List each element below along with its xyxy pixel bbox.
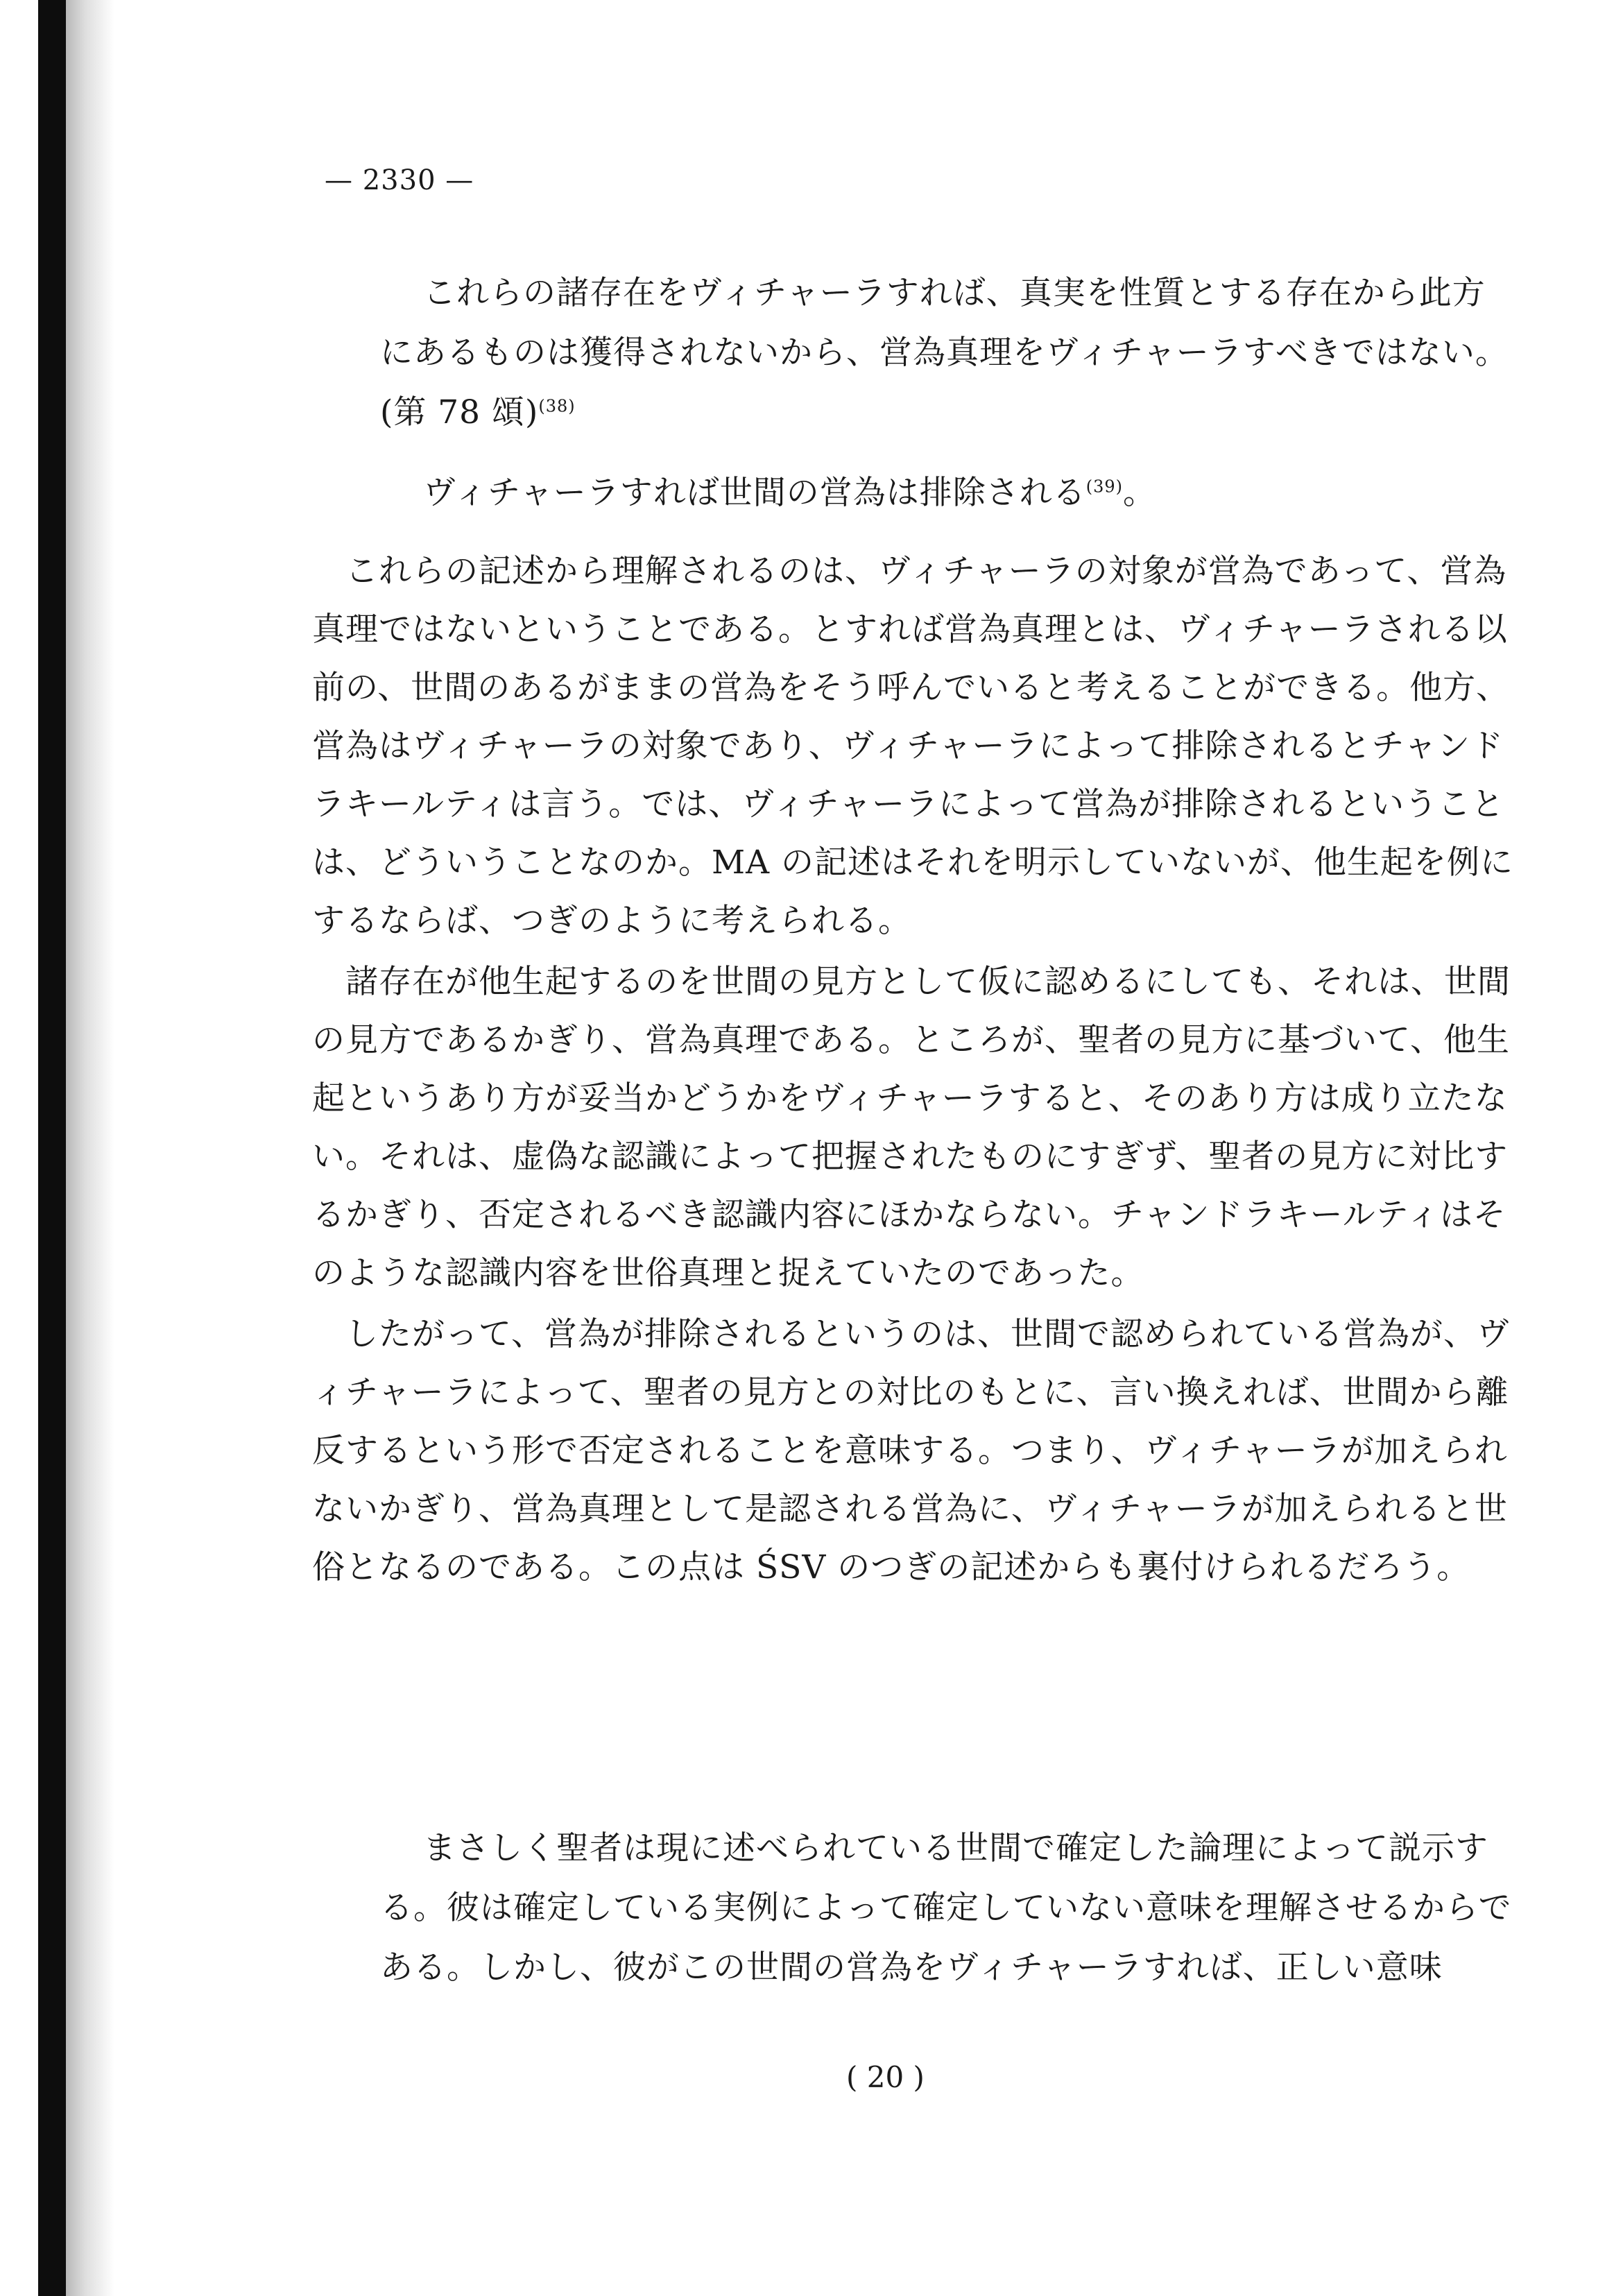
quote-exclusion-tail: 。 [1123,474,1157,512]
scan-binding-shadow [66,0,114,2296]
body-paragraph-1: これらの記述から理解されるのは、ヴィチャーラの対象が営為であって、営為真理ではないということである。とすれば営為真理とは、ヴィチャーラされる以前の、世間のあるがままの営為をそう呼んでいると考えることができる。他方、営為はヴィチャーラの対象であり、ヴィチャーラによって排除されるとチャンドラキールティは言う。では、ヴィチャーラによって営為が排除されるということは、どういうことなのか。MA の記述はそれを明示していないが、他生起を例にするならば、つぎのように考えられる。 [312,552,1514,940]
block-quote-verse-78 [380,264,1518,443]
scan-binding-edge [38,0,66,2296]
page-footer-number: ( 20 ) [846,2060,925,2094]
quote-verse-78 [380,264,1518,443]
block-quote-exclusion [380,463,1518,523]
body-paragraph-3: したがって、営為が排除されるというのは、世間で認められている営為が、ヴィチャーラによって、聖者の見方との対比のもとに、言い換えれば、世間から離反するという形で否定されることを意味する。つまり、ヴィチャーラが加えられないかぎり、営為真理として是認される営為に、ヴィチャーラが加えられると世俗となるのである。この点は ŚSV のつぎの記述からも裏付けられるだろう。 [312,1315,1511,1586]
quote-exclusion-text: ヴィチャーラすれば世間の営為は排除される [423,474,1086,512]
body-paragraph-2: 諸存在が他生起するのを世間の見方として仮に認めるにしても、それは、世間の見方であるかぎり、営為真理である。ところが、聖者の見方に基づいて、他生起というあり方が妥当かどうかをヴィチャーラすると、そのあり方は成り立たない。それは、虚偽な認識によって把握されたものにすぎず、聖者の見方に対比するかぎり、否定されるべき認識内容にほかならない。チャンドラキールティはそのような認識内容を世俗真理と捉えていたのであった。 [312,963,1511,1292]
page-header-number: — 2330 — [325,164,474,196]
quote-verse-78-text: これらの諸存在をヴィチャーラすれば、真実を性質とする存在から此方にあるものは獲得されないから、営為真理をヴィチャーラすべきではない。(第 78 頌) [380,274,1509,431]
body-text [312,542,1519,1597]
footnote-ref-39: (39) [1085,477,1124,497]
footnote-ref-38: (38) [538,396,576,416]
quote-exclusion [380,463,1518,523]
quote-ssv: まさしく聖者は現に述べられている世間で確定した論理によって説示する。彼は確定している実例によって確定していない意味を理解させるからである。しかし、彼がこの世間の営為をヴィチャーラすれば、正しい意味 [380,1829,1512,1987]
block-quote-ssv [380,1819,1518,1998]
